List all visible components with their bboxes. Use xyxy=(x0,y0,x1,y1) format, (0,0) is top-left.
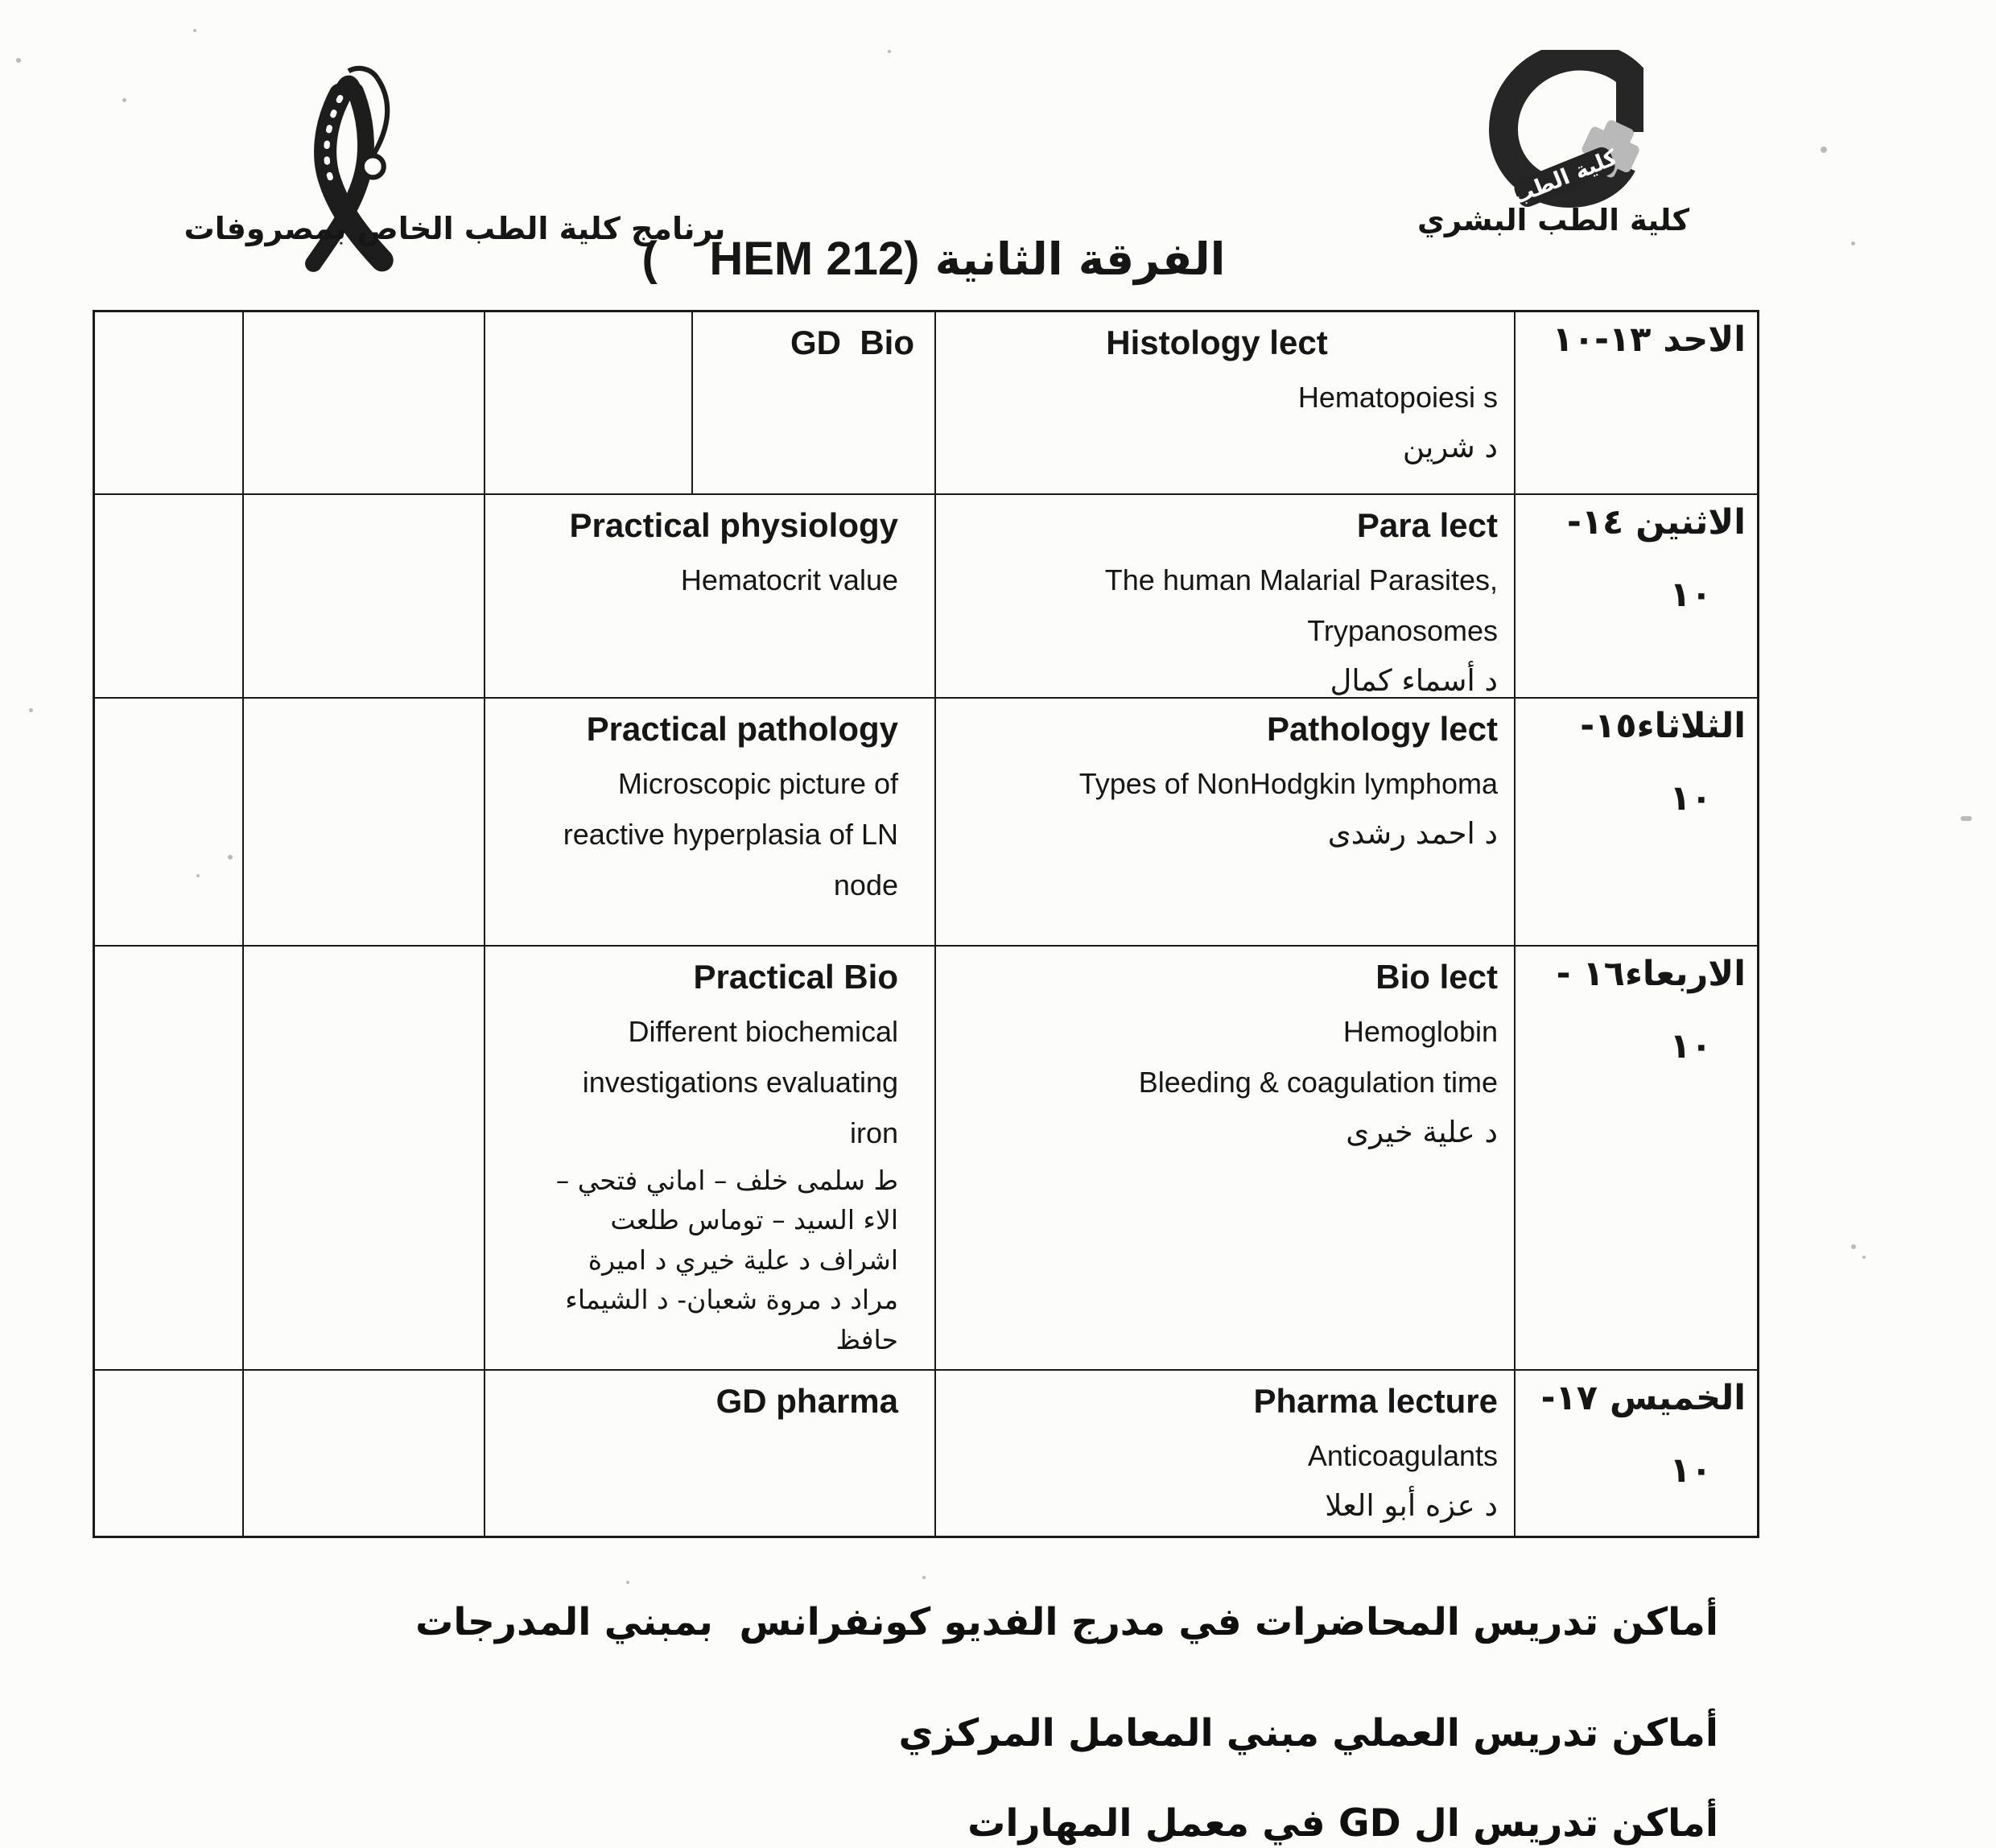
cell-sunday-gd xyxy=(693,312,934,493)
day-time: ١٠ xyxy=(1669,778,1712,819)
cell-sunday-day xyxy=(1516,312,1757,495)
page-title-arabic: الفرقة الثانية xyxy=(934,233,1226,285)
lecture-topic: Hemoglobin xyxy=(1342,1014,1498,1048)
cell-sunday-practical-empty xyxy=(485,312,693,493)
faculty-caption: كلية الطب البشري xyxy=(1417,203,1689,237)
practical-title: Practical pathology xyxy=(586,710,898,748)
practical-topic: Hematocrit value xyxy=(680,563,898,596)
note-practical-locations: أماكن تدريس العملي مبني المعامل المركزي xyxy=(898,1711,1718,1755)
cell-wednesday-col-b xyxy=(244,947,485,1371)
cell-thursday-practical xyxy=(485,1371,936,1536)
schedule-table xyxy=(93,310,1759,1538)
practical-topic: reactive hyperplasia of LN xyxy=(563,817,898,851)
cell-thursday-col-a xyxy=(95,1371,244,1536)
day-time: ١٠ xyxy=(1669,1025,1712,1066)
lecturer-name: د شرين xyxy=(1402,429,1498,464)
practical-supervisors: اشراف د علية خيري د اميرة xyxy=(588,1244,898,1276)
practical-title: Practical Bio xyxy=(693,958,898,996)
day-label: الثلاثاء١٥- xyxy=(1580,706,1746,746)
day-label: الاثنين ١٤- xyxy=(1566,502,1746,542)
practical-title: Practical physiology xyxy=(569,506,898,544)
scan-speck xyxy=(193,29,196,32)
gd-session-label: GD pharma xyxy=(716,1382,898,1420)
day-label: الاحد ١٣-١٠ xyxy=(1552,320,1746,360)
day-time: ١٠ xyxy=(1669,574,1712,615)
cell-tuesday-col-a xyxy=(95,699,244,947)
day-label: الاربعاء١٦ - xyxy=(1556,954,1746,994)
lecture-topic: Bleeding & coagulation time xyxy=(1138,1065,1498,1099)
cell-wednesday-lecture xyxy=(936,947,1516,1371)
scan-speck xyxy=(122,98,126,102)
lecture-title: Pharma lecture xyxy=(1253,1382,1498,1420)
cell-sunday-practical xyxy=(485,312,936,495)
cell-monday-lecture xyxy=(936,495,1516,699)
note-gd-locations: أماكن تدريس ال GD في معمل المهارات xyxy=(967,1801,1718,1846)
practical-topic: investigations evaluating xyxy=(582,1065,898,1099)
scan-speck xyxy=(1862,1256,1866,1259)
cell-monday-day xyxy=(1516,495,1757,699)
cell-tuesday-practical xyxy=(485,699,936,947)
lecture-title: Para lect xyxy=(1356,506,1498,544)
cell-sunday-col-b xyxy=(244,312,485,495)
scan-speck xyxy=(228,855,233,860)
practical-supervisors: مراد د مروة شعبان- د الشيماء xyxy=(565,1284,898,1315)
lecturer-name: د علية خيرى xyxy=(1346,1114,1498,1149)
lecture-topic: The human Malarial Parasites, xyxy=(1104,563,1498,596)
scan-speck xyxy=(196,874,200,877)
scan-speck xyxy=(888,50,891,53)
lecturer-name: د أسماء كمال xyxy=(1330,662,1498,698)
practical-topic: node xyxy=(833,868,898,901)
scan-speck xyxy=(1851,1244,1856,1249)
practical-staff-names: الاء السيد – توماس طلعت xyxy=(610,1204,898,1235)
program-caption: برنامج كلية الطب الخاص بمصروفات xyxy=(184,211,726,246)
lecturer-name: د عزه أبو العلا xyxy=(1325,1487,1498,1523)
page-title-course-code: ( HEM 212) xyxy=(641,233,920,285)
cell-tuesday-day xyxy=(1516,699,1757,947)
faculty-of-medicine-logo-icon xyxy=(1466,50,1692,211)
scan-speck xyxy=(16,58,21,63)
practical-supervisors: حافظ xyxy=(835,1323,898,1355)
cell-thursday-lecture xyxy=(936,1371,1516,1536)
cell-wednesday-day xyxy=(1516,947,1757,1371)
scan-speck xyxy=(1821,146,1827,153)
cell-monday-col-b xyxy=(244,495,485,699)
cell-tuesday-lecture xyxy=(936,699,1516,947)
cell-sunday-lecture xyxy=(936,312,1516,495)
day-label: الخميس ١٧- xyxy=(1540,1378,1746,1418)
cell-thursday-col-b xyxy=(244,1371,485,1536)
cell-tuesday-col-b xyxy=(244,699,485,947)
cell-thursday-day xyxy=(1516,1371,1757,1536)
lecture-topic: Trypanosomes xyxy=(1307,613,1498,647)
cell-sunday-col-a xyxy=(95,312,244,495)
practical-topic: Microscopic picture of xyxy=(617,766,898,800)
practical-staff-names: ط سلمى خلف – اماني فتحي – xyxy=(555,1164,898,1196)
day-time: ١٠ xyxy=(1669,1450,1712,1491)
lecture-title: Pathology lect xyxy=(1266,710,1498,748)
cell-wednesday-practical xyxy=(485,947,936,1371)
scan-speck xyxy=(1961,816,1972,821)
lecture-title: Histology lect xyxy=(1106,324,1328,361)
cell-wednesday-col-a xyxy=(95,947,244,1371)
lecture-topic: Hematopoiesi s xyxy=(1297,380,1498,414)
practical-topic: iron xyxy=(849,1116,898,1149)
scan-speck xyxy=(29,708,33,712)
lecture-title: Bio lect xyxy=(1375,958,1498,996)
page-title xyxy=(435,232,1433,286)
lecture-topic: Anticoagulants xyxy=(1307,1438,1498,1472)
logo-inner-text: كلية الطب xyxy=(1508,145,1621,210)
cell-monday-col-a xyxy=(95,495,244,699)
scan-speck xyxy=(1851,241,1855,245)
lecture-topic: Types of NonHodgkin lymphoma xyxy=(1078,766,1498,800)
lecturer-name: د احمد رشدى xyxy=(1327,815,1498,851)
note-lecture-locations: أماكن تدريس المحاضرات في مدرج الفديو كونفرانس بمبني المدرجات xyxy=(415,1600,1718,1644)
scan-speck xyxy=(626,1581,629,1584)
gd-session-label: GD Bio xyxy=(790,324,914,361)
scan-speck xyxy=(922,1576,926,1579)
cell-monday-practical xyxy=(485,495,936,699)
practical-topic: Different biochemical xyxy=(628,1014,898,1048)
